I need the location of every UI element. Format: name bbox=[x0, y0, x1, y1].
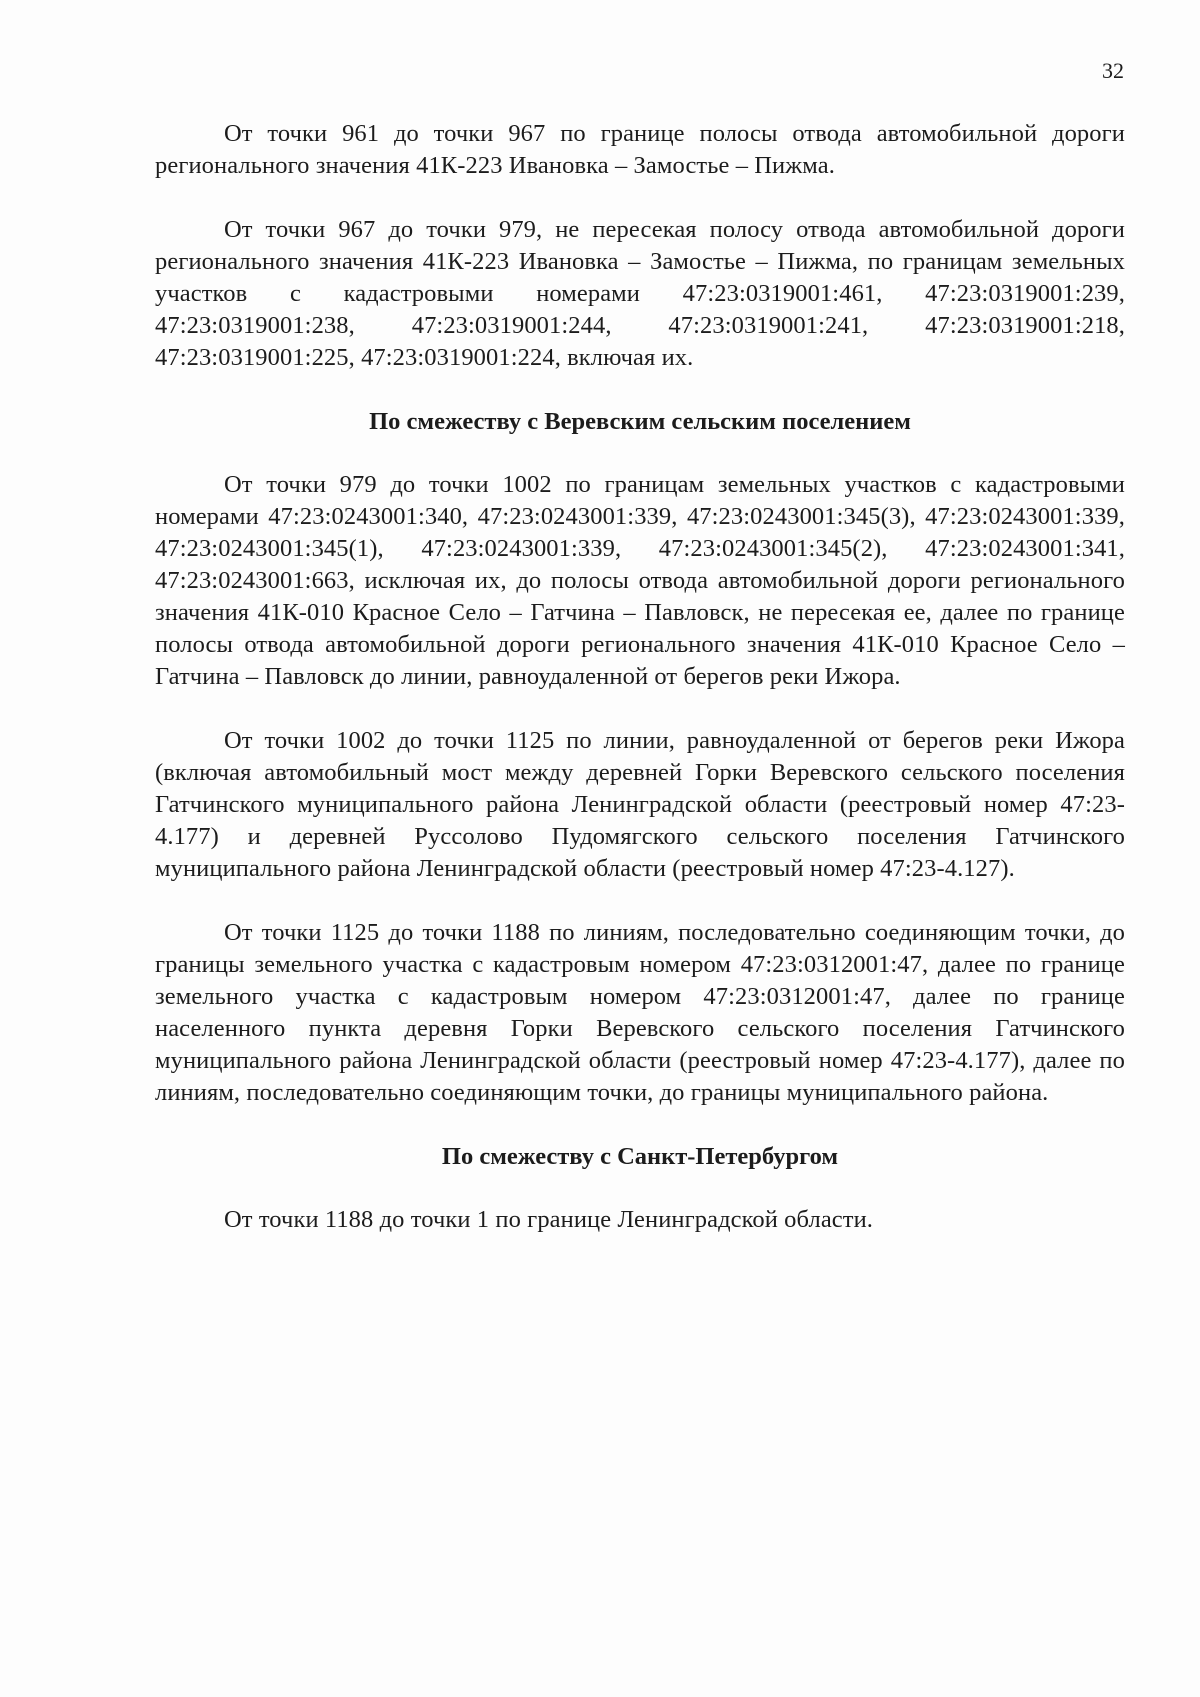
document-body bbox=[155, 118, 1125, 1268]
section-heading-spb: По смежеству с Санкт-Петербургом bbox=[441, 1143, 839, 1170]
page-number: 32 bbox=[1102, 58, 1124, 83]
paragraph-961-967: От точки 961 до точки 967 по границе полосы отвода автомобильной дороги регионального значения 41К-223 Ивановка – Замостье – Пижма. bbox=[155, 120, 1125, 179]
paragraph-1125-1188: От точки 1125 до точки 1188 по линиям, последовательно соединяющим точки, до границы земельного участка с кадастровым номером 47:23:0312001:47, далее по границе земельного участка с кадастровым номером 47:23:0312001:47, далее по границе населенного пункта деревня Горки Веревского сельского поселения Гатчинского муниципального района Ленинградской области (реестровый номер 47:23-4.177), далее по линиям, последовательно соединяющим точки, до границы муниципального района. bbox=[155, 919, 1125, 1106]
paragraph-1002-1125: От точки 1002 до точки 1125 по линии, равноудаленной от берегов реки Ижора (включая автомобильный мост между деревней Горки Веревского сельского поселения Гатчинского муниципального района Ленинградской области (реестровый номер 47:23-4.177) и деревней Руссолово Пудомягского сельского поселения Гатчинского муниципального района Ленинградской области (реестровый номер 47:23-4.127). bbox=[155, 727, 1125, 882]
paragraph-979-1002: От точки 979 до точки 1002 по границам земельных участков с кадастровыми номерами 47:23:0243001:340, 47:23:0243001:339, 47:23:0243001:345(3), 47:23:0243001:339, 47:23:0243001:345(1), 47:23:0243001:339, 47:23:0243001:345(2), 47:23:0243001:341, 47:23:0243001:663, исключая их, до полосы отвода автомобильной дороги регионального значения 41К-010 Красное Село – Гатчина – Павловск, не пересекая ее, далее по границе полосы отвода автомобильной дороги регионального значения 41К-010 Красное Село – Гатчина – Павловск до линии, равноудаленной от берегов реки Ижора. bbox=[155, 471, 1125, 690]
paragraph-967-979: От точки 967 до точки 979, не пересекая полосу отвода автомобильной дороги регионального значения 41К-223 Ивановка – Замостье – Пижма, по границам земельных участков с кадастровыми номерами 47:23:0319001:461, 47:23:0319001:239, 47:23:0319001:238, 47:23:0319001:244, 47:23:0319001:241, 47:23:0319001:218, 47:23:0319001:225, 47:23:0319001:224, включая их. bbox=[155, 216, 1125, 371]
paragraph-1188-1: От точки 1188 до точки 1 по границе Ленинградской области. bbox=[224, 1206, 874, 1233]
section-heading-verevskoe: По смежеству с Веревским сельским поселением bbox=[369, 408, 911, 435]
